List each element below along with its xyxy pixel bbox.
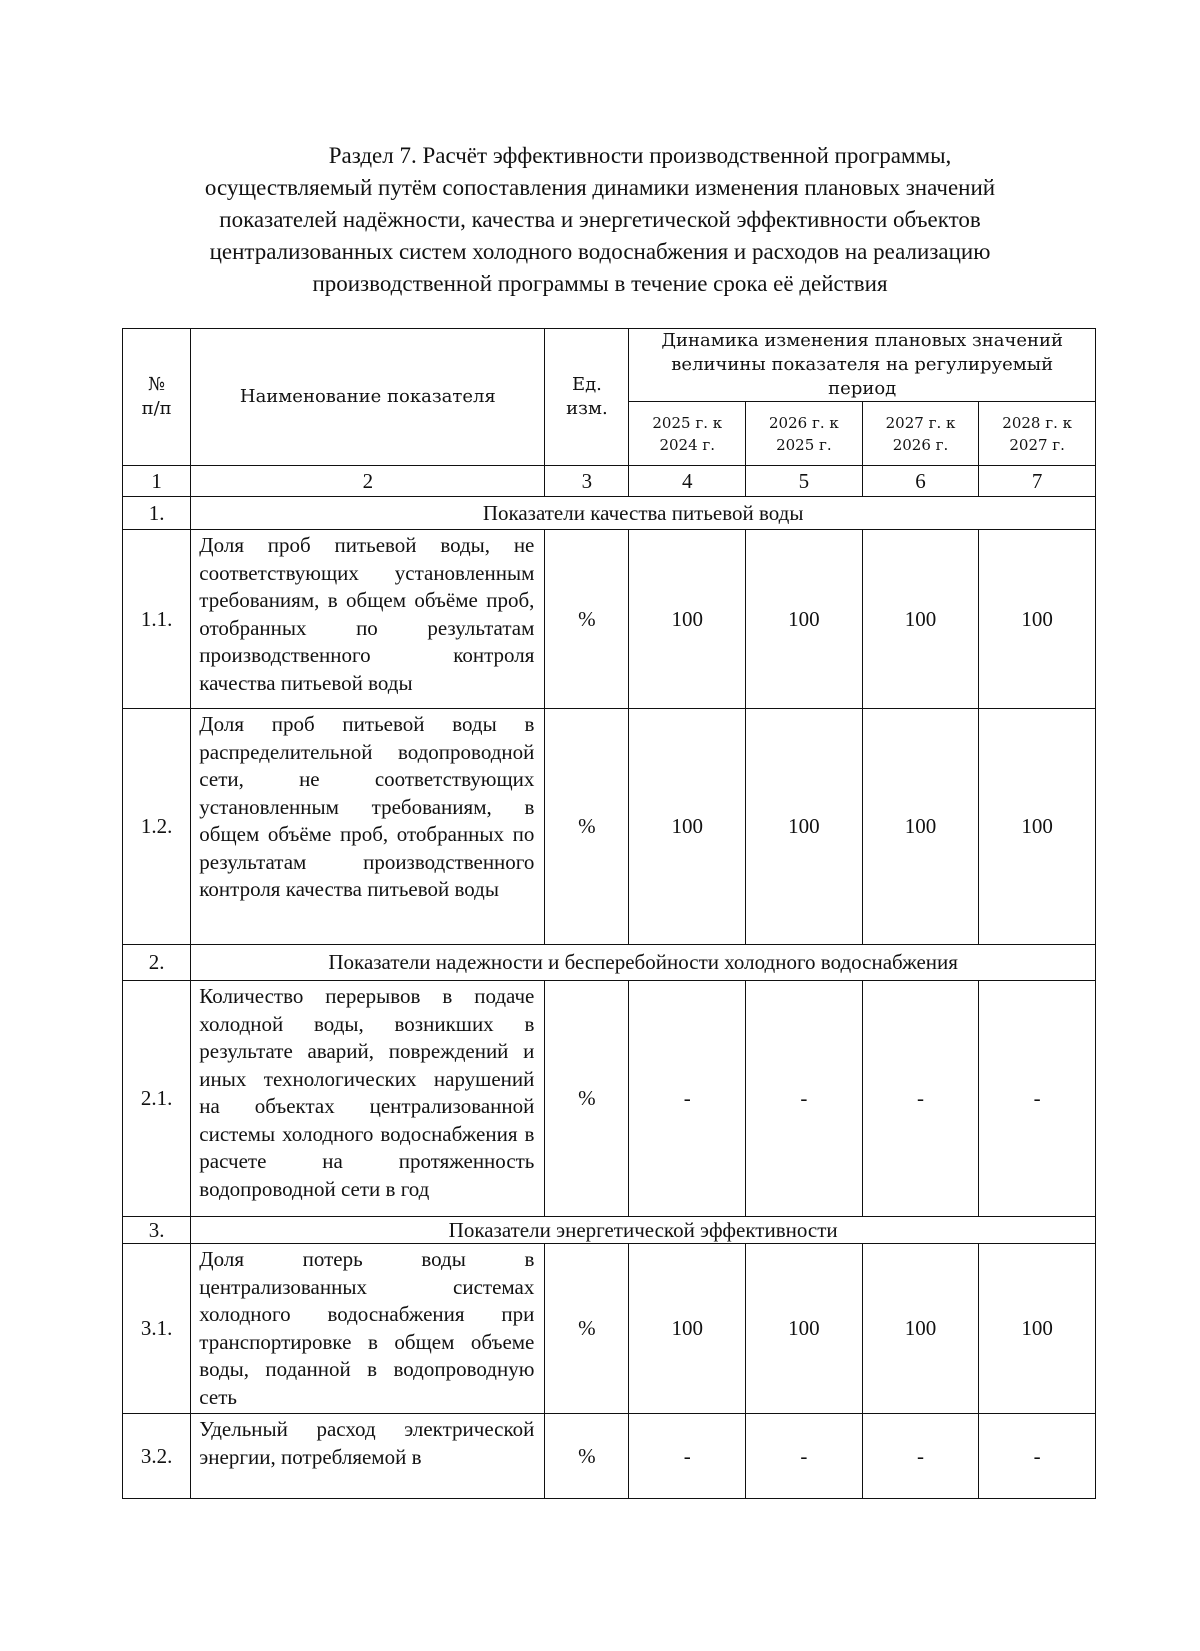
value-cell: - xyxy=(629,1414,746,1499)
header-dynamics: Динамика изменения плановых значений величины показателя на регулируемый период xyxy=(629,329,1096,402)
column-number: 7 xyxy=(979,466,1096,497)
header-name: Наименование показателя xyxy=(191,329,545,466)
unit-cell: % xyxy=(545,1244,629,1414)
value-cell: 100 xyxy=(979,530,1096,709)
value-cell: 100 xyxy=(862,709,979,945)
document-title xyxy=(150,140,1050,300)
section-number: 2. xyxy=(123,945,191,981)
indicator-name: Доля проб питьевой воды в распределительной водопроводной сети, не соответствующих установленным требованиям, в общем объёме проб, отобранных по результатам производственного контроля качества питьевой воды xyxy=(191,709,545,945)
column-number: 2 xyxy=(191,466,545,497)
indicator-name: Удельный расход электрической энергии, потребляемой в xyxy=(191,1414,545,1499)
value-cell: 100 xyxy=(979,709,1096,945)
indicator-name: Доля проб питьевой воды, не соответствующих установленным требованиям, в общем объёме проб, отобранных по результатам производственного контроля качества питьевой воды xyxy=(191,530,545,709)
value-cell: 100 xyxy=(746,709,863,945)
row-number: 2.1. xyxy=(123,981,191,1217)
section-row xyxy=(123,497,1096,530)
row-number: 1.1. xyxy=(123,530,191,709)
unit-cell: % xyxy=(545,981,629,1217)
section-row xyxy=(123,1217,1096,1244)
value-cell: - xyxy=(862,1414,979,1499)
unit-cell: % xyxy=(545,530,629,709)
header-year: 2026 г. к 2025 г. xyxy=(746,402,863,466)
value-cell: 100 xyxy=(862,1244,979,1414)
value-cell: - xyxy=(862,981,979,1217)
header-unit: Ед. изм. xyxy=(545,329,629,466)
column-number: 3 xyxy=(545,466,629,497)
title-line: производственной программы в течение срока её действия xyxy=(312,271,888,296)
value-cell: 100 xyxy=(629,1244,746,1414)
column-number: 4 xyxy=(629,466,746,497)
value-cell: - xyxy=(746,981,863,1217)
indicators-table xyxy=(122,328,1096,1499)
column-number: 6 xyxy=(862,466,979,497)
value-cell: - xyxy=(746,1414,863,1499)
unit-cell: % xyxy=(545,1414,629,1499)
column-number: 1 xyxy=(123,466,191,497)
row-number: 3.2. xyxy=(123,1414,191,1499)
header-num: № п/п xyxy=(123,329,191,466)
column-number: 5 xyxy=(746,466,863,497)
section-title: Показатели качества питьевой воды xyxy=(191,497,1096,530)
value-cell: - xyxy=(979,1414,1096,1499)
section-number: 3. xyxy=(123,1217,191,1244)
title-line: Раздел 7. Расчёт эффективности производственной программы, xyxy=(328,143,952,168)
title-line: централизованных систем холодного водоснабжения и расходов на реализацию xyxy=(209,239,991,264)
value-cell: - xyxy=(629,981,746,1217)
value-cell: 100 xyxy=(629,530,746,709)
table-row xyxy=(123,1414,1096,1499)
header-year: 2028 г. к 2027 г. xyxy=(979,402,1096,466)
section-title: Показатели энергетической эффективности xyxy=(191,1217,1096,1244)
value-cell: 100 xyxy=(746,1244,863,1414)
value-cell: 100 xyxy=(746,530,863,709)
header-year: 2025 г. к 2024 г. xyxy=(629,402,746,466)
table-row xyxy=(123,1244,1096,1414)
row-number: 3.1. xyxy=(123,1244,191,1414)
header-year: 2027 г. к 2026 г. xyxy=(862,402,979,466)
row-number: 1.2. xyxy=(123,709,191,945)
indicator-name: Доля потерь воды в централизованных системах холодного водоснабжения при транспортировке в общем объеме воды, поданной в водопроводную сеть xyxy=(191,1244,545,1414)
table-row xyxy=(123,709,1096,945)
value-cell: 100 xyxy=(629,709,746,945)
table-row xyxy=(123,530,1096,709)
value-cell: 100 xyxy=(862,530,979,709)
title-line: осуществляемый путём сопоставления динамики изменения плановых значений xyxy=(204,175,996,200)
unit-cell: % xyxy=(545,709,629,945)
value-cell: - xyxy=(979,981,1096,1217)
section-row xyxy=(123,945,1096,981)
value-cell: 100 xyxy=(979,1244,1096,1414)
title-line: показателей надёжности, качества и энергетической эффективности объектов xyxy=(219,207,981,232)
section-number: 1. xyxy=(123,497,191,530)
section-title: Показатели надежности и бесперебойности холодного водоснабжения xyxy=(191,945,1096,981)
indicator-name: Количество перерывов в подаче холодной воды, возникших в результате аварий, повреждений и иных технологических нарушений на объектах централизованной системы холодного водоснабжения в расчете на протяженность водопроводной сети в год xyxy=(191,981,545,1217)
table-row xyxy=(123,981,1096,1217)
column-numbers-row xyxy=(123,466,1096,497)
